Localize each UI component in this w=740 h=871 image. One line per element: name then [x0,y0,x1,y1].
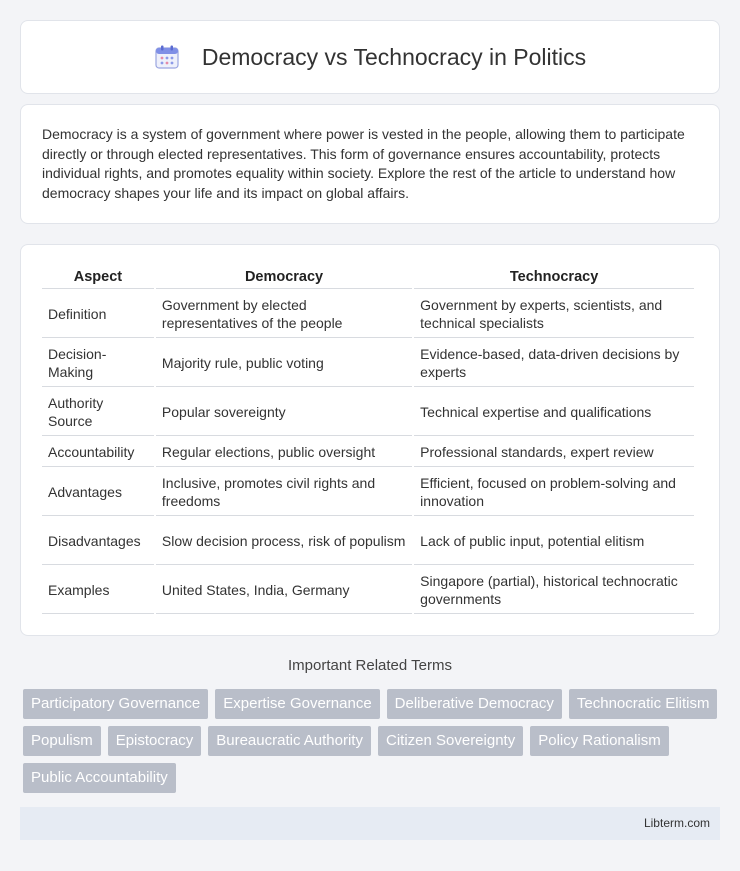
row-aspect: Authority Source [42,389,154,436]
row-technocracy: Evidence-based, data-driven decisions by experts [414,340,694,387]
title-card [20,20,720,94]
row-democracy: Majority rule, public voting [156,340,412,387]
row-democracy: Government by elected representatives of the people [156,291,412,338]
table-row [42,438,694,467]
row-democracy: Inclusive, promotes civil rights and freedoms [156,469,412,516]
related-term-tag[interactable]: Populism [23,726,101,756]
table-row [42,291,694,338]
intro-paragraph: Democracy is a system of government where power is vested in the people, allowing them to participate directly or through elected representatives. This form of governance ensures accountability, protects individual rights, and promotes equality within society. Explore the rest of the article to understand how democracy shapes your life and its impact on global affairs. [42,126,685,201]
related-term-tag[interactable]: Citizen Sovereignty [378,726,523,756]
header-technocracy: Technocracy [414,265,694,289]
row-aspect: Definition [42,291,154,338]
comparison-card [20,244,720,636]
table-row [42,340,694,387]
comparison-table [40,263,696,616]
row-technocracy: Technical expertise and qualifications [414,389,694,436]
row-technocracy: Efficient, focused on problem-solving and innovation [414,469,694,516]
row-democracy: Slow decision process, risk of populism [156,518,412,565]
related-term-tag[interactable]: Public Accountability [23,763,176,793]
related-terms-title: Important Related Terms [288,657,452,674]
related-term-tag[interactable]: Policy Rationalism [530,726,669,756]
footer-site-link[interactable]: Libterm.com [643,816,710,830]
row-democracy: Popular sovereignty [156,389,412,436]
header-aspect: Aspect [42,265,154,289]
table-row [42,389,694,436]
row-aspect: Examples [42,567,154,614]
table-row [42,518,694,565]
row-technocracy: Lack of public input, potential elitism [414,518,694,565]
related-term-tag[interactable]: Technocratic Elitism [569,689,718,719]
row-aspect: Accountability [42,438,154,467]
row-technocracy: Professional standards, expert review [414,438,694,467]
table-header-row [42,265,694,289]
related-term-tag[interactable]: Expertise Governance [215,689,379,719]
row-democracy: Regular elections, public oversight [156,438,412,467]
table-row [42,567,694,614]
related-terms-list [23,689,723,793]
related-term-tag[interactable]: Participatory Governance [23,689,208,719]
calendar-icon [154,44,180,70]
row-democracy: United States, India, Germany [156,567,412,614]
related-term-tag[interactable]: Epistocracy [108,726,202,756]
related-term-tag[interactable]: Bureaucratic Authority [208,726,371,756]
intro-card [20,104,720,224]
row-technocracy: Singapore (partial), historical technocratic governments [414,567,694,614]
row-aspect: Advantages [42,469,154,516]
row-aspect: Disadvantages [42,518,154,565]
table-row [42,469,694,516]
header-democracy: Democracy [156,265,412,289]
row-technocracy: Government by experts, scientists, and technical specialists [414,291,694,338]
row-aspect: Decision-Making [42,340,154,387]
page-title: Democracy vs Technocracy in Politics [201,43,587,70]
footer [20,807,720,840]
related-term-tag[interactable]: Deliberative Democracy [387,689,562,719]
